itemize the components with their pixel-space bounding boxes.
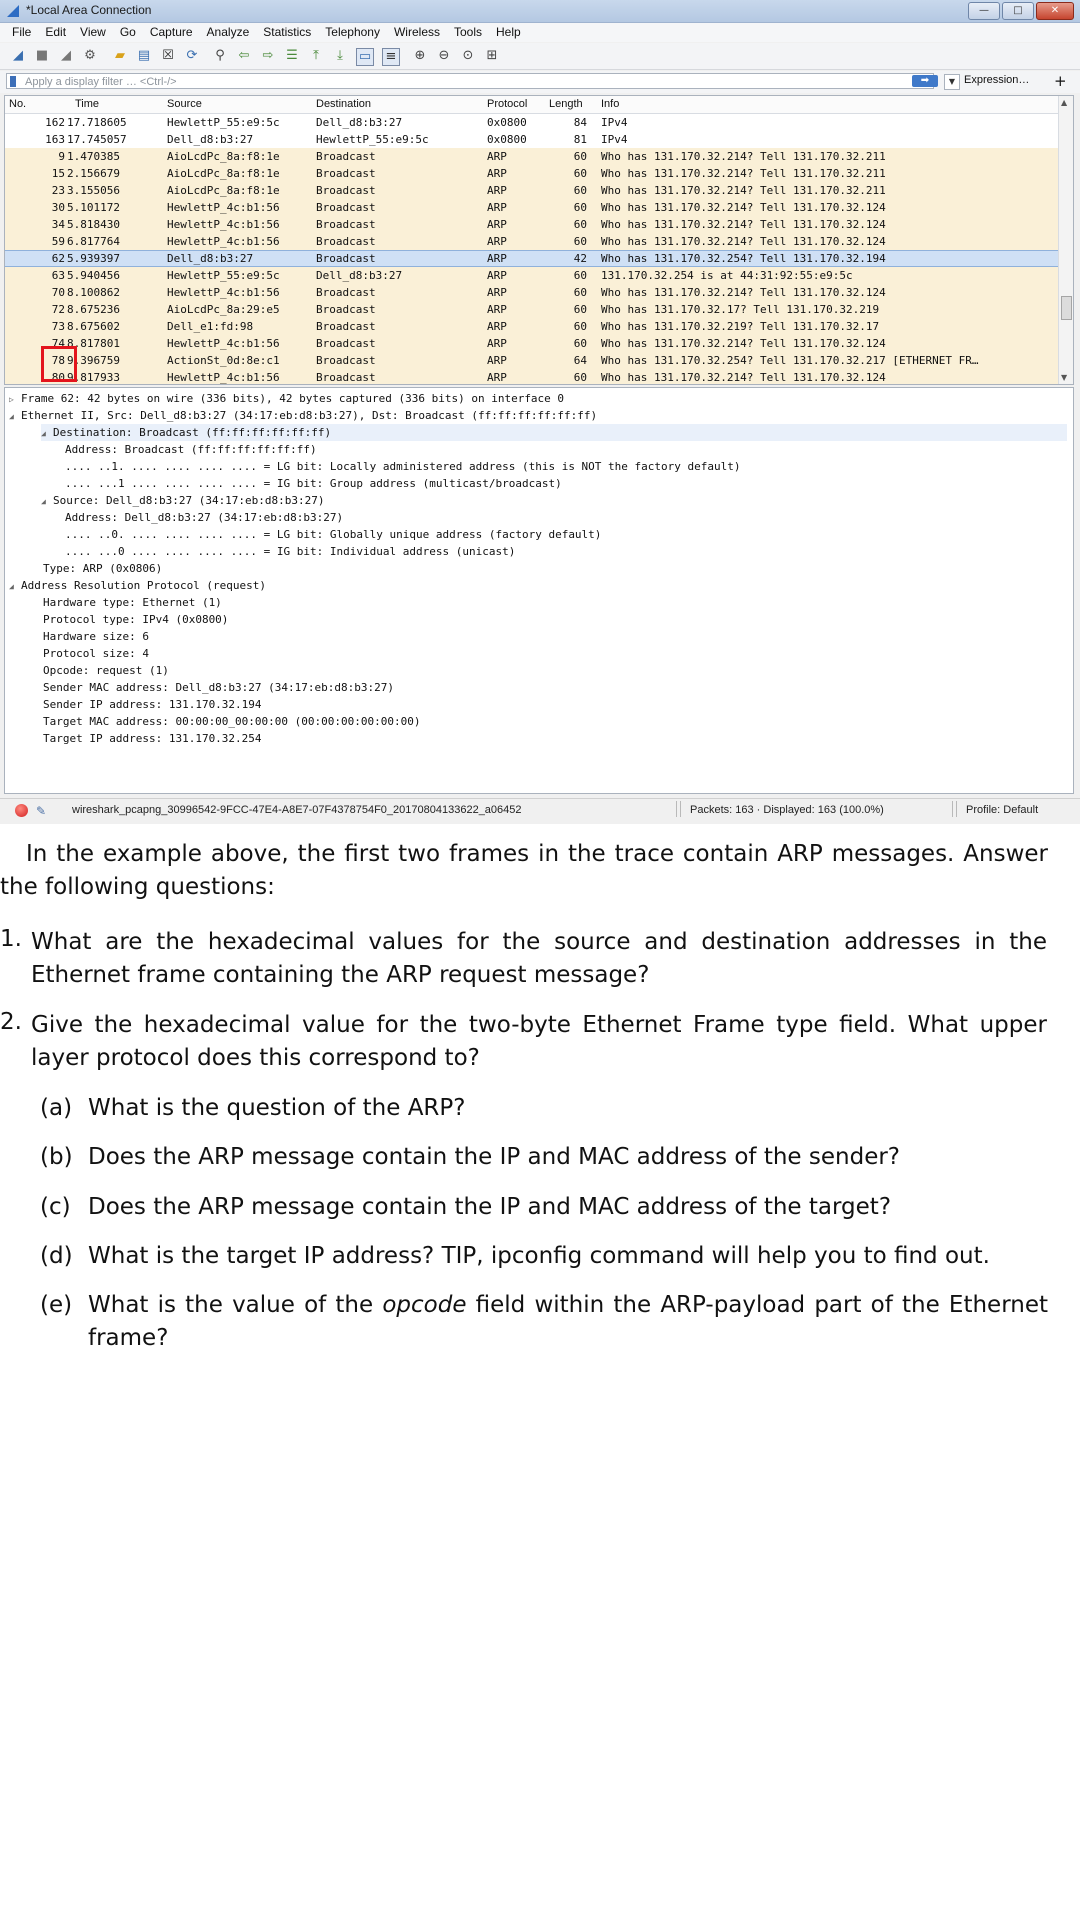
detail-line[interactable]	[65, 458, 741, 475]
sub-question-label: (b)	[40, 1144, 73, 1170]
packet-source: AioLcdPc_8a:29:e5	[167, 303, 280, 316]
detail-text: Type: ARP (0x0806)	[43, 562, 163, 575]
packet-length: 60	[573, 286, 587, 299]
close-button[interactable]: ✕	[1036, 2, 1074, 20]
col-no[interactable]: No.	[9, 98, 27, 110]
packet-no: 62	[51, 252, 65, 265]
packet-info: Who has 131.170.32.214? Tell 131.170.32.124	[601, 218, 886, 231]
collapse-arrow-icon[interactable]: ◢	[9, 582, 14, 591]
resize-columns-icon[interactable]: ⊞	[486, 48, 498, 63]
detail-text: Frame 62: 42 bytes on wire (336 bits), 42 bytes captured (336 bits) on interface 0	[21, 392, 565, 405]
menu-statistics[interactable]: Statistics	[263, 25, 312, 39]
detail-line[interactable]	[43, 628, 149, 645]
normal-size-icon[interactable]: ⊙	[462, 48, 474, 63]
detail-line[interactable]	[43, 730, 262, 747]
detail-line[interactable]	[43, 662, 169, 679]
zoom-out-icon[interactable]: ⊖	[438, 48, 450, 63]
packet-info: Who has 131.170.32.214? Tell 131.170.32.211	[601, 184, 886, 197]
packet-info: IPv4	[601, 116, 628, 129]
detail-text: Target IP address: 131.170.32.254	[43, 732, 262, 745]
packet-length: 42	[573, 252, 587, 265]
autoscroll-icon[interactable]: ▭	[356, 48, 374, 66]
packet-destination: Broadcast	[316, 303, 376, 316]
find-packet-icon[interactable]: ⚲	[215, 48, 225, 63]
packet-row[interactable]	[5, 148, 1059, 165]
packet-source: AioLcdPc_8a:f8:1e	[167, 184, 280, 197]
packet-no: 15	[51, 167, 65, 180]
sub-question-label: (c)	[40, 1194, 71, 1220]
packet-row[interactable]	[5, 131, 1059, 148]
packet-time: 8.675236	[67, 303, 120, 316]
maximize-button[interactable]: □	[1002, 2, 1034, 20]
detail-text: Target MAC address: 00:00:00_00:00:00 (00:00:00:00:00:00)	[43, 715, 421, 728]
apply-filter-arrow-icon[interactable]: ➡	[912, 75, 938, 87]
sub-question-text: What is the target IP address? TIP, ipconfig command will help you to find out.	[88, 1243, 990, 1269]
detail-line[interactable]	[43, 611, 228, 628]
capture-file-name: wireshark_pcapng_30996542-9FCC-47E4-A8E7-07F4378754F0_20170804133622_a06452	[72, 804, 522, 816]
collapse-arrow-icon[interactable]: ◢	[9, 412, 14, 421]
stop-capture-icon[interactable]: ■	[35, 48, 49, 63]
detail-line[interactable]	[43, 594, 222, 611]
col-source[interactable]: Source	[167, 98, 202, 110]
menu-view[interactable]: View	[80, 25, 106, 39]
packet-length: 60	[573, 337, 587, 350]
packet-length: 60	[573, 235, 587, 248]
intro-paragraph: In the example above, the first two frames in the trace contain ARP messages. Answer the following questions:	[0, 841, 1048, 900]
detail-line[interactable]	[41, 424, 1067, 441]
detail-line[interactable]	[43, 696, 262, 713]
packet-time: 6.817764	[67, 235, 120, 248]
emphasized-term: opcode	[382, 1292, 467, 1318]
add-filter-button[interactable]: +	[1054, 72, 1067, 90]
packet-destination: Broadcast	[316, 286, 376, 299]
packet-time: 9.817933	[67, 371, 120, 384]
expand-arrow-icon[interactable]: ▷	[9, 395, 14, 404]
packet-protocol: ARP	[487, 354, 507, 367]
packet-no: 163	[45, 133, 65, 146]
profile-label[interactable]: Profile: Default	[966, 804, 1039, 816]
packet-length: 60	[573, 218, 587, 231]
packet-no: 30	[51, 201, 65, 214]
packet-protocol: ARP	[487, 184, 507, 197]
close-file-icon[interactable]: ☒	[162, 48, 174, 63]
packet-time: 5.939397	[67, 252, 120, 265]
bookmark-icon[interactable]	[10, 76, 16, 87]
col-info[interactable]: Info	[601, 98, 620, 110]
detail-text: .... ...1 .... .... .... .... = IG bit: Group address (multicast/broadcast)	[65, 477, 562, 490]
filter-dropdown-icon[interactable]: ▼	[944, 74, 960, 90]
packet-protocol: ARP	[487, 337, 507, 350]
menu-capture[interactable]: Capture	[149, 25, 193, 39]
packet-info: Who has 131.170.32.214? Tell 131.170.32.124	[601, 201, 886, 214]
detail-text: Destination: Broadcast (ff:ff:ff:ff:ff:ff)	[53, 426, 332, 439]
go-last-icon[interactable]: ⤓	[337, 48, 343, 63]
packet-length: 60	[573, 201, 587, 214]
status-separator	[676, 801, 681, 817]
go-first-icon[interactable]: ⤒	[313, 48, 319, 63]
detail-line[interactable]	[9, 390, 564, 407]
capture-options-icon[interactable]: ⚙	[84, 48, 96, 63]
packet-info: Who has 131.170.32.214? Tell 131.170.32.124	[601, 337, 886, 350]
detail-line[interactable]	[65, 543, 515, 560]
packet-length: 81	[573, 133, 587, 146]
detail-text: Opcode: request (1)	[43, 664, 169, 677]
packet-time: 17.718605	[67, 116, 127, 129]
menu-edit[interactable]: Edit	[45, 25, 67, 39]
packet-length: 60	[573, 150, 587, 163]
packet-protocol: 0x0800	[487, 116, 527, 129]
col-protocol[interactable]: Protocol	[487, 98, 528, 110]
menu-wireless[interactable]: Wireless	[393, 25, 440, 39]
sub-question-text: What is the value of the opcode field within the ARP-payload part of the Ethernet frame?	[88, 1292, 1049, 1351]
packet-time: 1.470385	[67, 150, 120, 163]
packet-protocol: ARP	[487, 167, 507, 180]
detail-line[interactable]	[65, 526, 601, 543]
packet-info: Who has 131.170.32.254? Tell 131.170.32.194	[601, 252, 886, 265]
go-forward-icon[interactable]: ⇨	[262, 48, 274, 63]
question-1: What are the hexadecimal values for the source and destination addresses in the Ethernet frame containing the ARP request message?	[31, 929, 1047, 988]
packet-row[interactable]	[5, 301, 1059, 318]
packet-row[interactable]	[5, 114, 1059, 131]
packet-time: 9.396759	[67, 354, 120, 367]
packet-details	[4, 387, 1074, 794]
packet-info: Who has 131.170.32.214? Tell 131.170.32.124	[601, 286, 886, 299]
packet-row[interactable]	[5, 369, 1059, 385]
packet-list-scrollbar[interactable]	[1058, 96, 1073, 384]
filter-placeholder: Apply a display filter … <Ctrl-/>	[25, 76, 177, 88]
detail-line[interactable]	[43, 560, 162, 577]
packet-time: 17.745057	[67, 133, 127, 146]
packet-row[interactable]	[5, 165, 1059, 182]
detail-text: Hardware type: Ethernet (1)	[43, 596, 222, 609]
packet-row[interactable]	[5, 199, 1059, 216]
packet-protocol: ARP	[487, 150, 507, 163]
reload-file-icon[interactable]: ⟳	[186, 48, 198, 63]
packet-length: 84	[573, 116, 587, 129]
status-bar	[0, 798, 1080, 821]
restart-capture-icon[interactable]: ◢	[61, 48, 71, 63]
packet-source: HewlettP_4c:b1:56	[167, 201, 280, 214]
start-capture-icon[interactable]: ◢	[13, 48, 23, 63]
menu-analyze[interactable]: Analyze	[206, 25, 250, 39]
packet-info: Who has 131.170.32.214? Tell 131.170.32.124	[601, 371, 886, 384]
menu-telephony[interactable]: Telephony	[325, 25, 380, 39]
packet-time: 5.818430	[67, 218, 120, 231]
packet-no: 70	[51, 286, 65, 299]
packet-no: 34	[51, 218, 65, 231]
collapse-arrow-icon[interactable]: ◢	[41, 497, 46, 506]
display-filter-bar	[0, 71, 1080, 93]
packet-row[interactable]	[5, 284, 1059, 301]
packet-info: 131.170.32.254 is at 44:31:92:55:e9:5c	[601, 269, 853, 282]
detail-text: .... ..0. .... .... .... .... = LG bit: Globally unique address (factory default)	[65, 528, 602, 541]
packet-source: HewlettP_55:e9:5c	[167, 269, 280, 282]
minimize-button[interactable]: —	[968, 2, 1000, 20]
packet-destination: Broadcast	[316, 218, 376, 231]
packet-no: 63	[51, 269, 65, 282]
packet-info: Who has 131.170.32.254? Tell 131.170.32.217 [ETHERNET FR…	[601, 354, 979, 367]
main-toolbar	[0, 43, 1080, 70]
expression-button[interactable]: Expression…	[964, 74, 1030, 86]
packet-no: 59	[51, 235, 65, 248]
packet-no: 74	[51, 337, 65, 350]
col-time[interactable]: Time	[75, 98, 100, 110]
save-file-icon[interactable]: ▤	[137, 48, 151, 63]
packet-list	[4, 95, 1074, 385]
wireshark-window	[0, 0, 1080, 824]
packet-destination: Broadcast	[316, 354, 376, 367]
detail-text: Protocol size: 4	[43, 647, 149, 660]
packet-length: 60	[573, 320, 587, 333]
packet-source: ActionSt_0d:8e:c1	[167, 354, 280, 367]
packet-source: HewlettP_4c:b1:56	[167, 371, 280, 384]
packet-length: 60	[573, 269, 587, 282]
detail-text: Sender MAC address: Dell_d8:b3:27 (34:17:eb:d8:b3:27)	[43, 681, 394, 694]
packet-info: Who has 131.170.32.214? Tell 131.170.32.211	[601, 150, 886, 163]
packet-destination: Broadcast	[316, 320, 376, 333]
packet-destination: Broadcast	[316, 184, 376, 197]
question-2: Give the hexadecimal value for the two-byte Ethernet Frame type field. What upper layer protocol does this correspond to?	[31, 1012, 1047, 1071]
packet-list-header	[5, 96, 1059, 114]
packet-info: IPv4	[601, 133, 628, 146]
packet-protocol: ARP	[487, 252, 507, 265]
scroll-down-icon[interactable]: ▼	[1061, 373, 1068, 382]
window-title: *Local Area Connection	[26, 3, 152, 17]
detail-line[interactable]	[9, 407, 597, 424]
detail-line[interactable]	[65, 509, 343, 526]
highlight-annotation-box	[41, 346, 77, 382]
sub-question-label: (a)	[40, 1095, 73, 1121]
menu-tools[interactable]: Tools	[454, 25, 483, 39]
packet-no: 73	[51, 320, 65, 333]
packet-protocol: ARP	[487, 269, 507, 282]
title-bar	[0, 0, 1080, 23]
detail-text: Address: Broadcast (ff:ff:ff:ff:ff:ff)	[65, 443, 317, 456]
scroll-up-icon[interactable]: ▲	[1061, 98, 1068, 107]
packets-count: Packets: 163 · Displayed: 163 (100.0%)	[690, 804, 884, 816]
q2-number: 2.	[0, 1009, 22, 1035]
packet-source: HewlettP_4c:b1:56	[167, 286, 280, 299]
packet-source: Dell_d8:b3:27	[167, 133, 254, 146]
packet-destination: Broadcast	[316, 201, 376, 214]
packet-destination: HewlettP_55:e9:5c	[316, 133, 429, 146]
packet-length: 60	[573, 303, 587, 316]
detail-text: Hardware size: 6	[43, 630, 149, 643]
status-separator	[952, 801, 957, 817]
packet-protocol: ARP	[487, 286, 507, 299]
go-to-packet-icon[interactable]: ☰	[286, 48, 298, 63]
packet-source: AioLcdPc_8a:f8:1e	[167, 167, 280, 180]
packet-length: 60	[573, 167, 587, 180]
wireshark-fin-icon	[6, 4, 20, 18]
packet-source: HewlettP_4c:b1:56	[167, 337, 280, 350]
detail-text: Protocol type: IPv4 (0x0800)	[43, 613, 229, 626]
packet-row[interactable]	[5, 335, 1059, 352]
packet-protocol: 0x0800	[487, 133, 527, 146]
detail-text: Ethernet II, Src: Dell_d8:b3:27 (34:17:eb:d8:b3:27), Dst: Broadcast (ff:ff:ff:ff:ff:ff)	[21, 409, 598, 422]
detail-line[interactable]	[43, 645, 149, 662]
colorize-icon[interactable]: ≡	[382, 48, 400, 66]
packet-source: Dell_e1:fd:98	[167, 320, 254, 333]
packet-length: 64	[573, 354, 587, 367]
packet-source: HewlettP_4c:b1:56	[167, 235, 280, 248]
packet-length: 60	[573, 371, 587, 384]
packet-time: 8.817801	[67, 337, 120, 350]
packet-time: 8.675602	[67, 320, 120, 333]
detail-line[interactable]	[65, 441, 317, 458]
menu-file[interactable]: File	[12, 25, 32, 39]
packet-no: 162	[45, 116, 65, 129]
packet-source: HewlettP_55:e9:5c	[167, 116, 280, 129]
packet-protocol: ARP	[487, 235, 507, 248]
zoom-in-icon[interactable]: ⊕	[414, 48, 426, 63]
packet-destination: Broadcast	[316, 252, 376, 265]
packet-time: 5.101172	[67, 201, 120, 214]
sub-question-text: What is the question of the ARP?	[88, 1095, 466, 1121]
packet-no: 72	[51, 303, 65, 316]
packet-destination: Dell_d8:b3:27	[316, 269, 403, 282]
scroll-thumb[interactable]	[1061, 296, 1072, 320]
packet-row[interactable]	[5, 216, 1059, 233]
packet-source: AioLcdPc_8a:f8:1e	[167, 150, 280, 163]
packet-time: 2.156679	[67, 167, 120, 180]
detail-text: Source: Dell_d8:b3:27 (34:17:eb:d8:b3:27)	[53, 494, 325, 507]
detail-line[interactable]	[43, 679, 394, 696]
packet-destination: Broadcast	[316, 235, 376, 248]
packet-row[interactable]	[5, 318, 1059, 335]
go-back-icon[interactable]: ⇦	[238, 48, 250, 63]
sub-question-text: Does the ARP message contain the IP and MAC address of the target?	[88, 1194, 892, 1220]
detail-text: Sender IP address: 131.170.32.194	[43, 698, 262, 711]
collapse-arrow-icon[interactable]: ◢	[41, 429, 46, 438]
packet-row[interactable]	[5, 233, 1059, 250]
packet-no: 23	[51, 184, 65, 197]
sub-question-text: Does the ARP message contain the IP and MAC address of the sender?	[88, 1144, 901, 1170]
open-file-icon[interactable]: ▰	[115, 48, 125, 63]
packet-destination: Dell_d8:b3:27	[316, 116, 403, 129]
detail-text: .... ..1. .... .... .... .... = LG bit: Locally administered address (this is NOT the factory default)	[65, 460, 741, 473]
packet-destination: Broadcast	[316, 150, 376, 163]
menu-go[interactable]: Go	[119, 25, 136, 39]
detail-line[interactable]	[9, 577, 266, 594]
packet-protocol: ARP	[487, 201, 507, 214]
packet-info: Who has 131.170.32.214? Tell 131.170.32.124	[601, 235, 886, 248]
packet-protocol: ARP	[487, 303, 507, 316]
menu-bar	[0, 23, 1080, 42]
display-filter-input[interactable]	[6, 73, 934, 89]
packet-destination: Broadcast	[316, 167, 376, 180]
packet-source: HewlettP_4c:b1:56	[167, 218, 280, 231]
menu-help[interactable]: Help	[496, 25, 521, 39]
packet-info: Who has 131.170.32.219? Tell 131.170.32.17	[601, 320, 880, 333]
expert-info-icon[interactable]	[15, 804, 28, 817]
packet-row[interactable]	[5, 250, 1059, 267]
detail-text: .... ...0 .... .... .... .... = IG bit: Individual address (unicast)	[65, 545, 516, 558]
detail-line[interactable]	[65, 475, 562, 492]
packet-protocol: ARP	[487, 218, 507, 231]
detail-line[interactable]	[43, 713, 421, 730]
packet-source: Dell_d8:b3:27	[167, 252, 254, 265]
packet-protocol: ARP	[487, 371, 507, 384]
packet-info: Who has 131.170.32.17? Tell 131.170.32.219	[601, 303, 880, 316]
packet-row[interactable]	[5, 182, 1059, 199]
detail-text: Address Resolution Protocol (request)	[21, 579, 267, 592]
packet-no: 78	[51, 354, 65, 367]
packet-time: 5.940456	[67, 269, 120, 282]
col-destination[interactable]: Destination	[316, 98, 372, 110]
sub-question-label: (d)	[40, 1243, 73, 1269]
packet-info: Who has 131.170.32.214? Tell 131.170.32.211	[601, 167, 886, 180]
packet-protocol: ARP	[487, 320, 507, 333]
packet-no: 80	[51, 371, 65, 384]
capture-comment-icon[interactable]: ✎	[36, 804, 47, 818]
packet-length: 60	[573, 184, 587, 197]
packet-destination: Broadcast	[316, 337, 376, 350]
col-length[interactable]: Length	[549, 98, 583, 110]
packet-destination: Broadcast	[316, 371, 376, 384]
sub-question-label: (e)	[40, 1292, 73, 1318]
packet-row[interactable]	[5, 267, 1059, 284]
packet-time: 8.100862	[67, 286, 120, 299]
detail-line[interactable]	[41, 492, 325, 509]
detail-text: Address: Dell_d8:b3:27 (34:17:eb:d8:b3:27)	[65, 511, 344, 524]
packet-no: 9	[58, 150, 65, 163]
q1-number: 1.	[0, 926, 22, 952]
packet-time: 3.155056	[67, 184, 120, 197]
packet-row[interactable]	[5, 352, 1059, 369]
